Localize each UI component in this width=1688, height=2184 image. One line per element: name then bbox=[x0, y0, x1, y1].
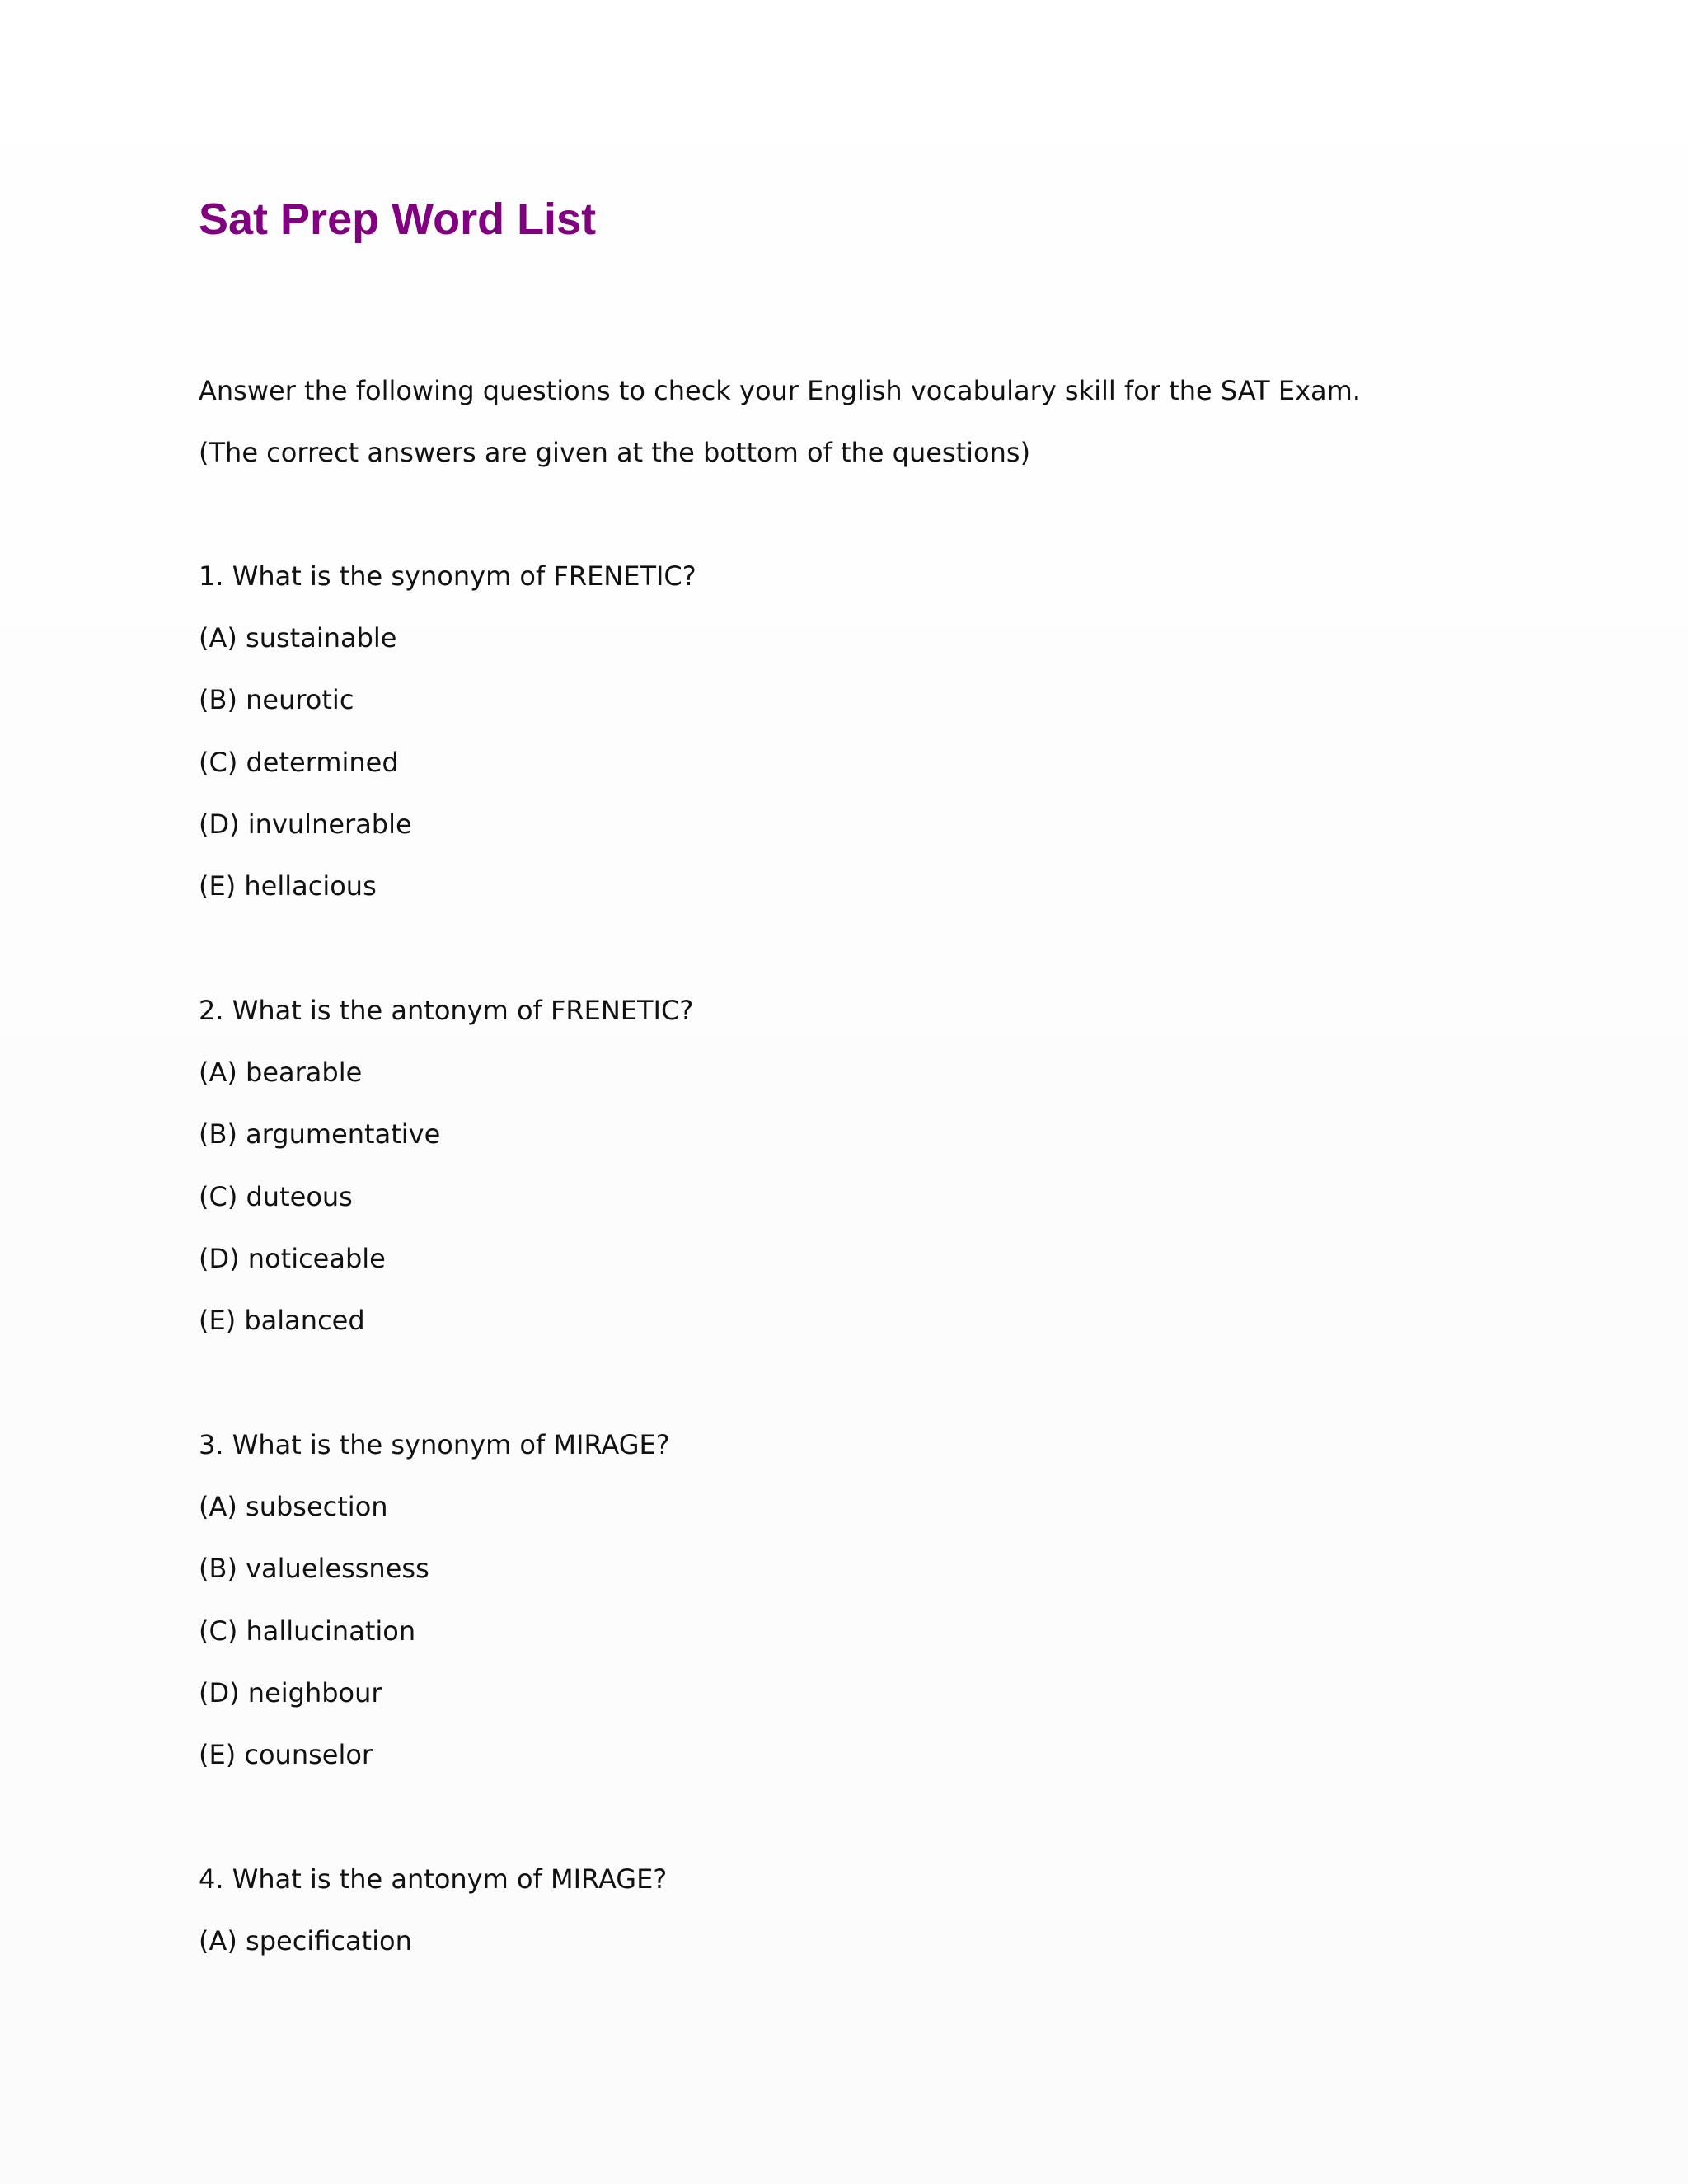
question-3-option-e: (E) counselor bbox=[199, 1739, 373, 1770]
page-title: Sat Prep Word List bbox=[199, 194, 597, 244]
question-1-prompt: 1. What is the synonym of FRENETIC? bbox=[199, 560, 696, 592]
question-3-prompt: 3. What is the synonym of MIRAGE? bbox=[199, 1429, 670, 1460]
question-2-option-d: (D) noticeable bbox=[199, 1243, 386, 1274]
question-1-option-c: (C) determined bbox=[199, 747, 399, 778]
question-3-option-a: (A) subsection bbox=[199, 1491, 388, 1522]
question-4-prompt: 4. What is the antonym of MIRAGE? bbox=[199, 1863, 668, 1895]
question-3-option-c: (C) hallucination bbox=[199, 1615, 416, 1647]
question-1-option-a: (A) sustainable bbox=[199, 622, 397, 654]
question-3-option-d: (D) neighbour bbox=[199, 1677, 382, 1708]
question-1-option-b: (B) neurotic bbox=[199, 684, 354, 715]
question-4-option-a: (A) specification bbox=[199, 1925, 412, 1957]
question-1-option-d: (D) invulnerable bbox=[199, 808, 412, 840]
question-2-option-c: (C) duteous bbox=[199, 1181, 353, 1212]
question-3-option-b: (B) valuelessness bbox=[199, 1553, 429, 1584]
question-1-option-e: (E) hellacious bbox=[199, 870, 377, 902]
intro-note: (The correct answers are given at the bottom of the questions) bbox=[199, 437, 1031, 468]
question-2-prompt: 2. What is the antonym of FRENETIC? bbox=[199, 995, 694, 1026]
question-2-option-e: (E) balanced bbox=[199, 1305, 365, 1336]
question-2-option-a: (A) bearable bbox=[199, 1057, 363, 1088]
intro-text: Answer the following questions to check your English vocabulary skill for the SAT Exam. bbox=[199, 375, 1361, 406]
question-2-option-b: (B) argumentative bbox=[199, 1118, 441, 1150]
